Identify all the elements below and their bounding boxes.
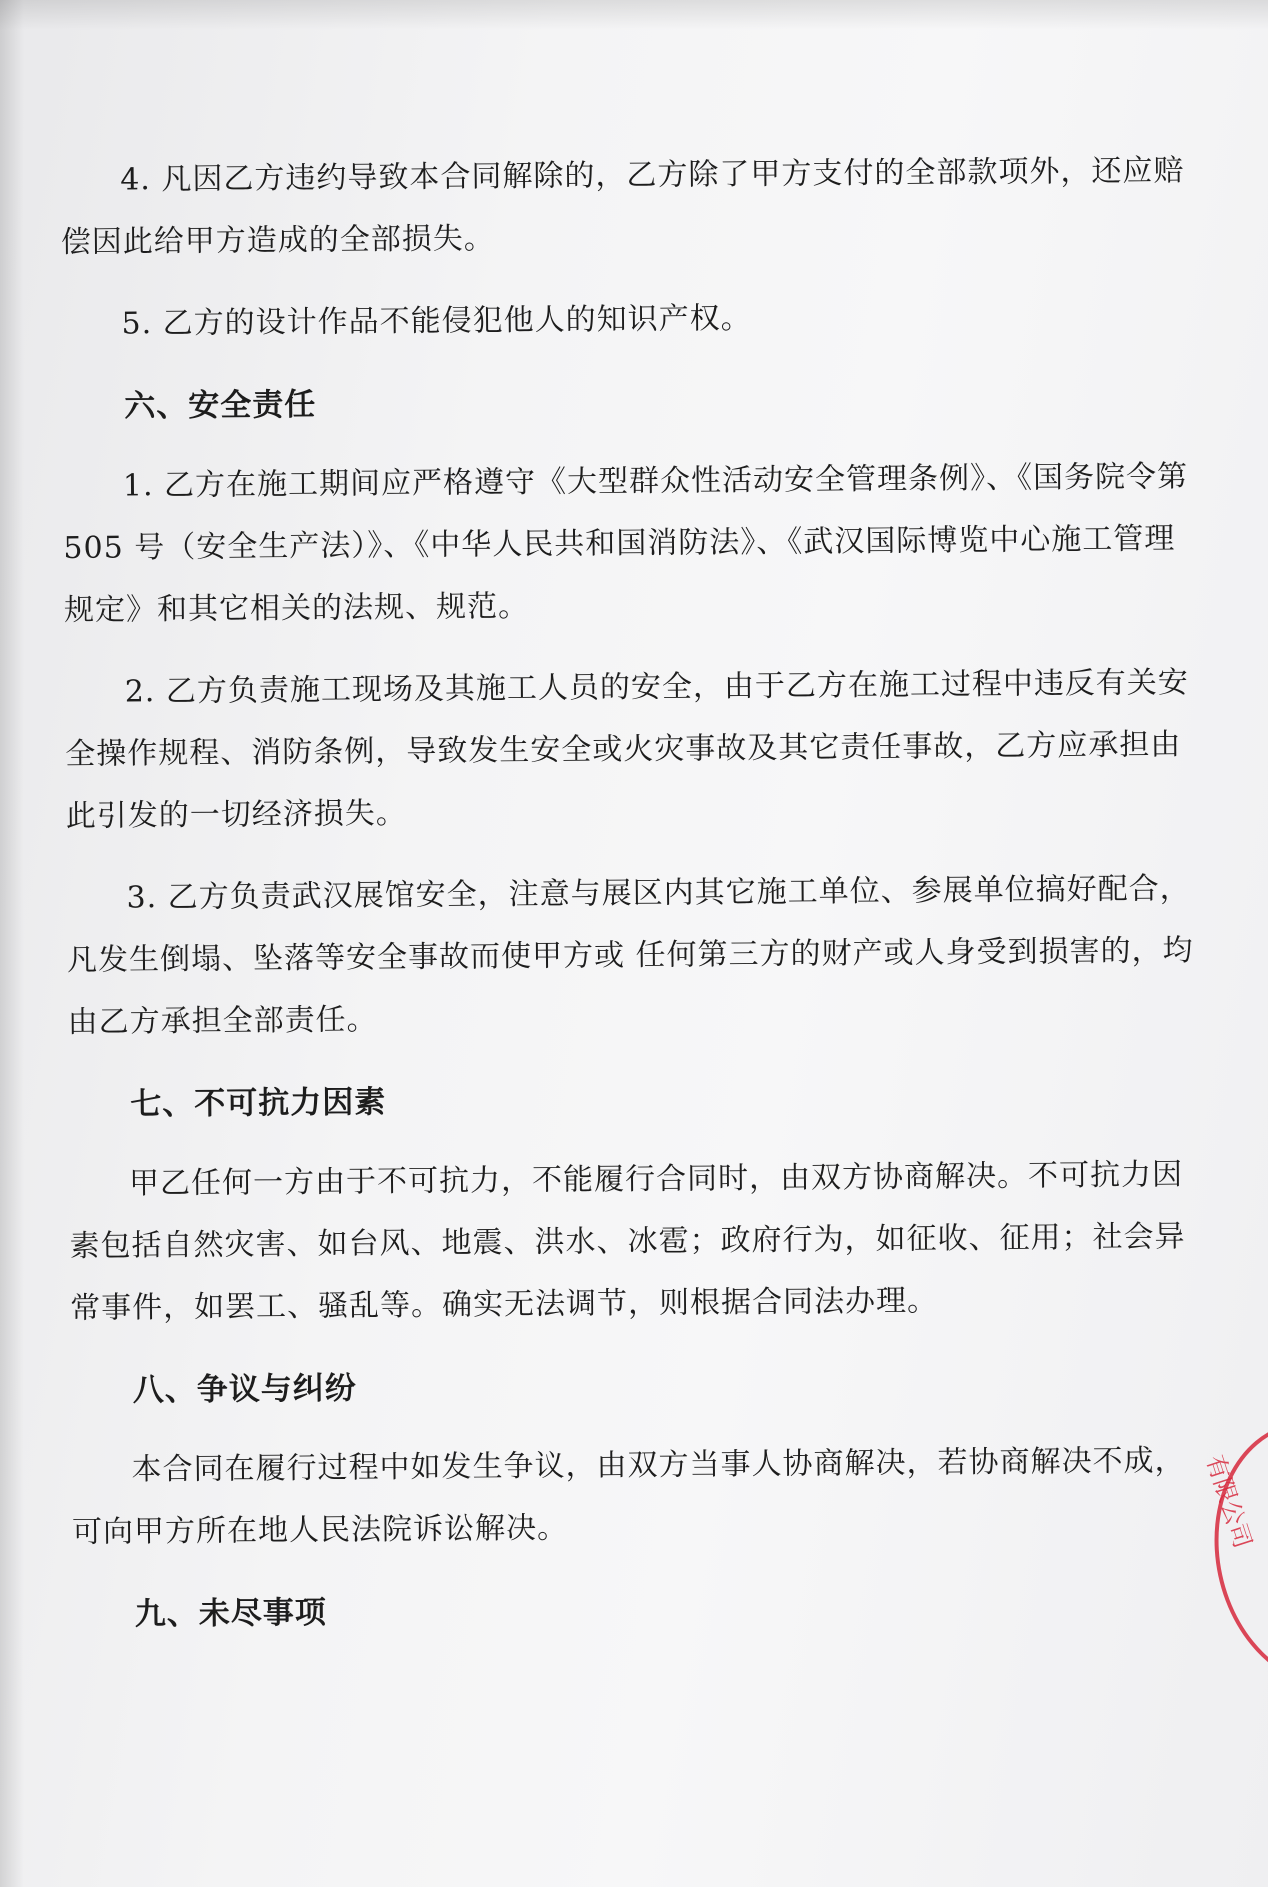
section-7-body: 甲乙任何一方由于不可抗力，不能履行合同时，由双方协商解决。不可抗力因素包括自然灾害、如台风、地震、洪水、冰雹；政府行为，如征收、征用；社会异常事件，如罢工、骚乱等。确实无法调节，则根据合同法办理。 [69,1157,1186,1326]
section-9-heading: 九、未尽事项 [134,1594,327,1633]
section-7-heading: 七、不可抗力因素 [130,1084,387,1123]
section-8-heading: 八、争议与纠纷 [132,1370,357,1409]
clause-5-4: 4. 凡因乙方违约导致本合同解除的，乙方除了甲方支付的全部款项外，还应赔偿因此给甲方造成的全部损失。 [60,153,1185,260]
page-top-shadow [0,0,1268,30]
clause-6-3: 3. 乙方负责武汉展馆安全，注意与展区内其它施工单位、参展单位搞好配合，凡发生倒塌、坠落等安全事故而使甲方或 任何第三方的财产或人身受到损害的，均由乙方承担全部责任。 [66,871,1194,1040]
clause-6-1: 1. 乙方在施工期间应严格遵守《大型群众性活动安全管理条例》、《国务院令第 505 号（安全生产法）》、《中华人民共和国消防法》、《武汉国际博览中心施工管理规定》和其它相关的法规、规范。 [63,459,1189,628]
page-edge-shadow [0,0,24,1887]
contract-text [60,140,1213,1664]
company-seal-text: 有限公司 [1200,1451,1257,1552]
section-6-heading: 六、安全责任 [124,386,317,425]
clause-5-5: 5. 乙方的设计作品不能侵犯他人的知识产权。 [121,300,752,342]
section-8-body: 本合同在履行过程中如发生争议，由双方当事人协商解决，若协商解决不成，可向甲方所在地人民法院诉讼解决。 [71,1443,1186,1550]
clause-6-2: 2. 乙方负责施工现场及其施工人员的安全，由于乙方在施工过程中违反有关安全操作规程、消防条例，导致发生安全或火灾事故及其它责任事故，乙方应承担由此引发的一切经济损失。 [65,665,1190,834]
